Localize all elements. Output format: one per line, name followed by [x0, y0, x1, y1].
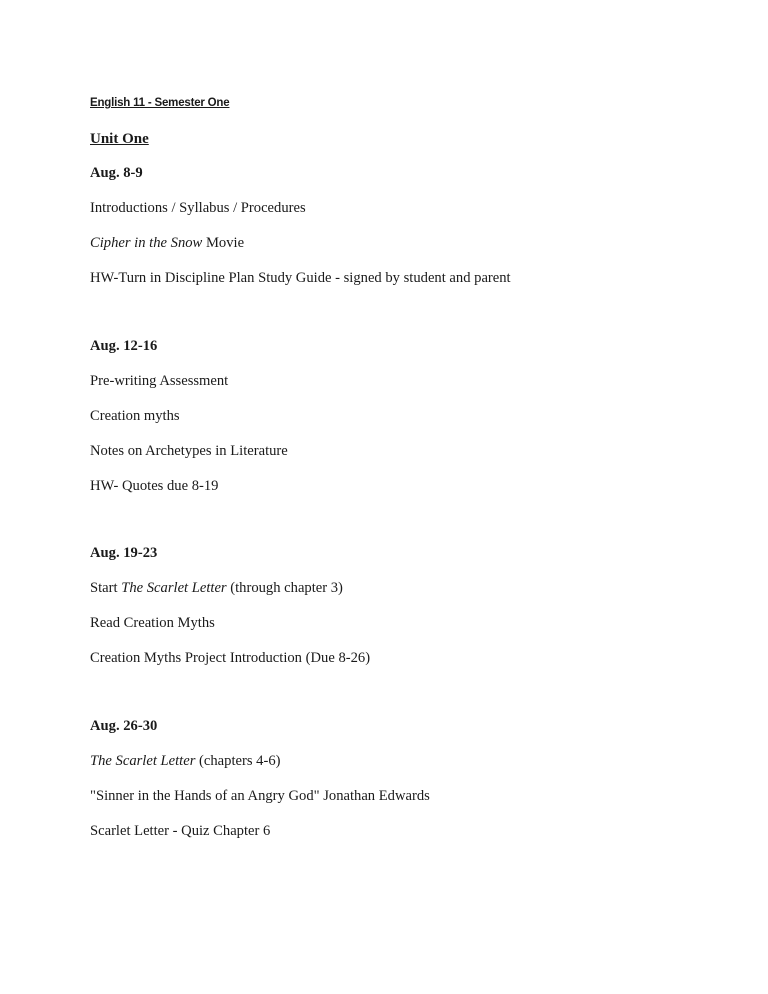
agenda-item: Cipher in the Snow Movie: [90, 235, 245, 251]
movie-title: Cipher in the Snow: [90, 235, 203, 251]
agenda-item: Creation Myths Project Introduction (Due 8-26): [90, 650, 371, 666]
agenda-item: Creation myths: [90, 408, 180, 424]
document-title: English 11 - Semester One: [90, 97, 230, 109]
book-title: The Scarlet Letter: [121, 580, 227, 596]
book-title: The Scarlet Letter: [90, 753, 196, 769]
agenda-item: Start The Scarlet Letter (through chapter 3): [90, 580, 343, 596]
agenda-item: Pre-writing Assessment: [90, 373, 229, 389]
agenda-item-homework: HW-Turn in Discipline Plan Study Guide - signed by student and parent: [90, 270, 511, 286]
week-heading-aug-26-30: Aug. 26-30: [90, 718, 158, 734]
agenda-item: Introductions / Syllabus / Procedures: [90, 200, 306, 216]
week-heading-aug-12-16: Aug. 12-16: [90, 338, 158, 354]
unit-title: Unit One: [90, 131, 149, 147]
agenda-item: The Scarlet Letter (chapters 4-6): [90, 753, 281, 769]
week-heading-aug-8-9: Aug. 8-9: [90, 165, 143, 181]
week-heading-aug-19-23: Aug. 19-23: [90, 545, 158, 561]
agenda-item: "Sinner in the Hands of an Angry God" Jonathan Edwards: [90, 788, 430, 804]
agenda-item: Notes on Archetypes in Literature: [90, 443, 288, 459]
agenda-item-homework: HW- Quotes due 8-19: [90, 478, 219, 494]
agenda-item: Scarlet Letter - Quiz Chapter 6: [90, 823, 271, 839]
agenda-item: Read Creation Myths: [90, 615, 215, 631]
